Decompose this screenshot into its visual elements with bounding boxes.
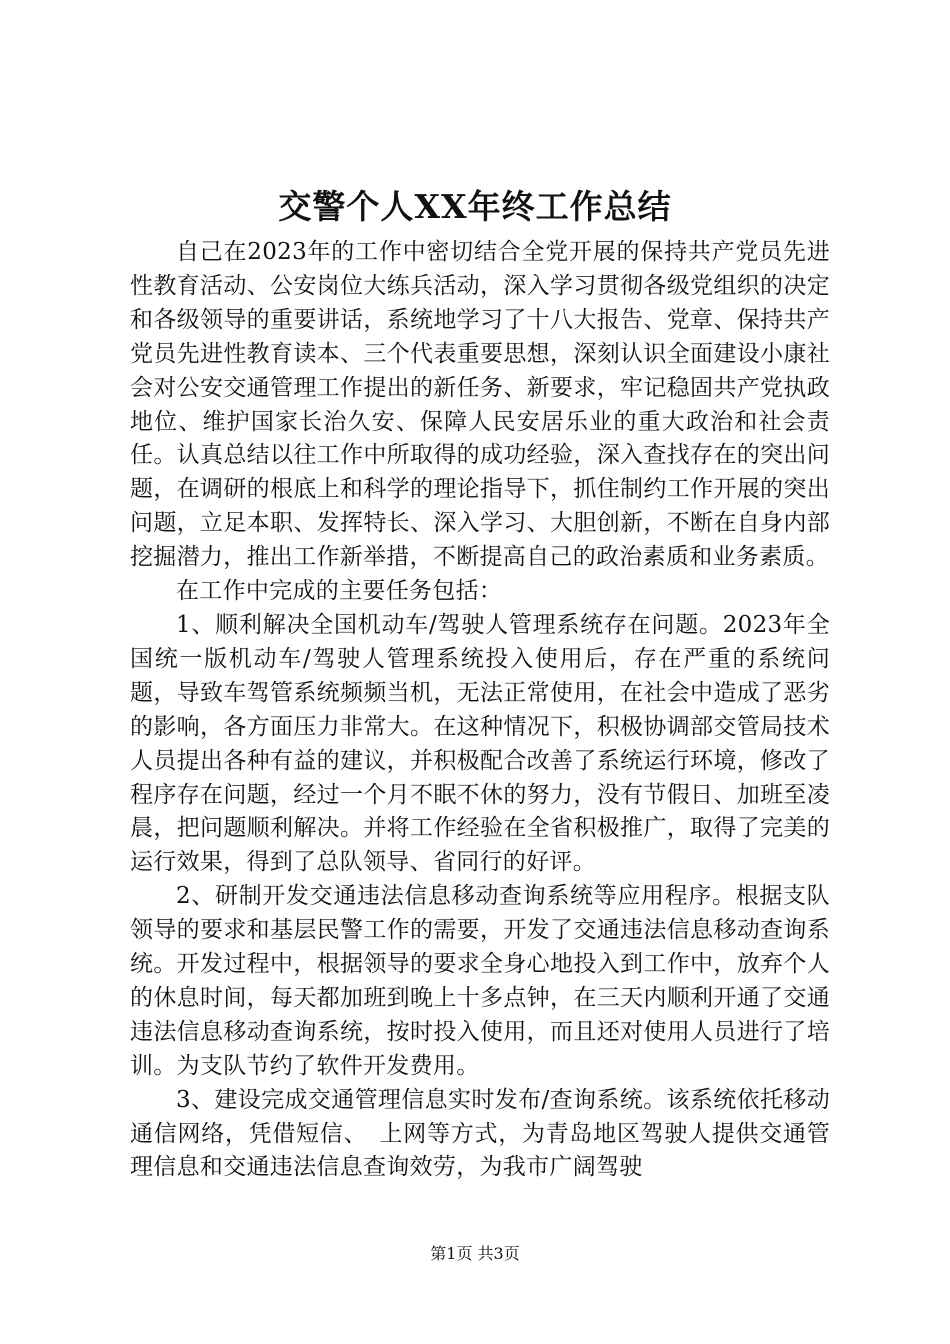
document-title: 交警个人XX年终工作总结 (278, 187, 672, 226)
paragraph-task-2: 2、研制开发交通违法信息移动查询系统等应用程序。根据支队领导的要求和基层民警工作的需要，开发了交通违法信息移动查询系统。开发过程中，根据领导的要求全身心地投入到工作中，放弃个人的休息时间，每天都加班到晚上十多点钟，在三天内顺利开通了交通违法信息移动查询系统，按时投入使用，而且还对使用人员进行了培训。为支队节约了软件开发费用。 (130, 883, 830, 1079)
paragraph-tasks-heading: 在工作中完成的主要任务包括： (176, 578, 503, 605)
paragraph-task-3: 3、建设完成交通管理信息实时发布/查询系统。该系统依托移动通信网络，凭借短信、 上网等方式，为青岛地区驾驶人提供交通管理信息和交通违法信息查询效劳，为我市广阔驾驶 (130, 1086, 830, 1181)
paragraph-intro: 自己在2023年的工作中密切结合全党开展的保持共产党员先进性教育活动、公安岗位大练兵活动，深入学习贯彻各级党组织的决定和各级领导的重要讲话，系统地学习了十八大报告、党章、保持共产党员先进性教育读本、三个代表重要思想，深刻认识全面建设小康社会对公安交通管理工作提出的新任务、新要求，牢记稳固共产党执政地位、维护国家长治久安、保障人民安居乐业的重大政治和社会责任。认真总结以往工作中所取得的成功经验，深入查找存在的突出问题，在调研的根底上和科学的理论指导下，抓住制约工作开展的突出问题，立足本职、发挥特长、深入学习、大胆创新，不断在自身内部挖掘潜力，推出工作新举措，不断提高自己的政治素质和业务素质。 (130, 239, 830, 571)
page-number-footer: 第1页 共3页 (430, 1244, 520, 1263)
document-body (130, 236, 830, 1185)
paragraph-task-1: 1、顺利解决全国机动车/驾驶人管理系统存在问题。2023年全国统一版机动车/驾驶人管理系统投入使用后，存在严重的系统问题，导致车驾管系统频频当机，无法正常使用，在社会中造成了恶劣的影响，各方面压力非常大。在这种情况下，积极协调部交管局技术人员提出各种有益的建议，并积极配合改善了系统运行环境，修改了程序存在问题，经过一个月不眠不休的努力，没有节假日、加班至凌晨，把问题顺利解决。并将工作经验在全省积极推广，取得了完美的运行效果，得到了总队领导、省同行的好评。 (130, 611, 830, 876)
